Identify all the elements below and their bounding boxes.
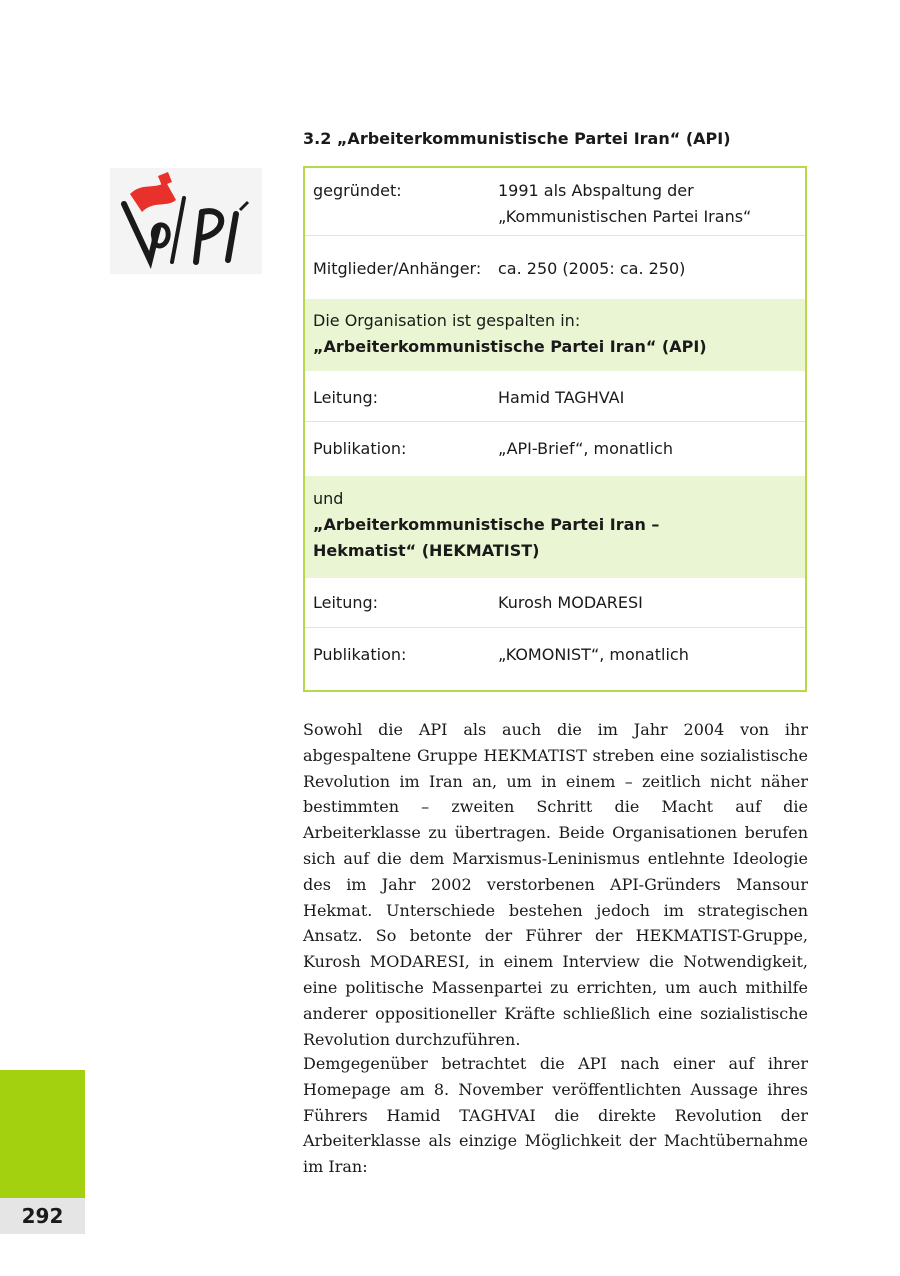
split-intro-row	[305, 299, 805, 371]
founded-value-line1: 1991 als Abspaltung der	[498, 181, 694, 200]
fact-box	[303, 166, 807, 692]
founded-label: gegründet:	[313, 181, 402, 200]
org1-pub-row	[305, 421, 805, 476]
founded-value	[498, 178, 798, 230]
page-number: 292	[0, 1198, 85, 1234]
org2-pub-row	[305, 627, 805, 689]
split-intro: Die Organisation ist gespalten in:	[313, 311, 581, 330]
org1-pub-value: „API-Brief“, monatlich	[498, 439, 673, 458]
split-org2-line2: Hekmatist“ (HEKMATIST)	[313, 541, 540, 560]
split-org2-row	[305, 476, 805, 578]
api-logo	[110, 168, 262, 274]
org1-lead-label: Leitung:	[313, 388, 379, 407]
org2-lead-label: Leitung:	[313, 593, 379, 612]
chapter-tab	[0, 1070, 85, 1198]
split-org1-name: „Arbeiterkommunistische Partei Iran“ (API)	[313, 337, 707, 356]
members-label: Mitglieder/Anhänger:	[313, 259, 482, 278]
paragraph-1: Sowohl die API als auch die im Jahr 2004 von ihr abgespaltene Gruppe HEKMATIST streben eine sozialistische Revolution im Iran an, um in einem – zeitlich nicht näher bestimmten – zweiten Schritt die Macht auf die Arbeiterklasse zu übertragen. Beide Organisationen berufen sich auf die dem Marxismus-Leninismus entlehnte Ideologie des im Jahr 2002 verstorbenen API-Gründers Mansour Hekmat. Unterschiede bestehen jedoch im strategischen Ansatz. So betonte der Führer der HEKMATIST-Gruppe, Kurosh MODARESI, in einem Interview die Notwendigkeit, eine politische Massenpartei zu errichten, um auch mithilfe anderer oppositioneller Kräfte schließlich eine sozialistische Revolution durchzuführen.	[303, 720, 808, 1049]
org2-lead-row	[305, 578, 805, 626]
org2-pub-value: „KOMONIST“, monatlich	[498, 645, 689, 664]
members-row	[305, 235, 805, 299]
org1-lead-row	[305, 371, 805, 421]
and-label: und	[313, 489, 344, 508]
section-heading: 3.2 „Arbeiterkommunistische Partei Iran“ (API)	[303, 129, 731, 148]
paragraph-2: Demgegenüber betrachtet die API nach einer auf ihrer Homepage am 8. November veröffentlichten Aussage ihres Führers Hamid TAGHVAI die direkte Revolution der Arbeiterklasse als einzige Möglichkeit der Machtübernahme im Iran:	[303, 1054, 808, 1177]
split-org2-line1: „Arbeiterkommunistische Partei Iran –	[313, 515, 660, 534]
founded-row	[305, 178, 805, 236]
api-logo-image	[110, 168, 262, 274]
org1-pub-label: Publikation:	[313, 439, 407, 458]
org1-lead-value: Hamid TAGHVAI	[498, 388, 625, 407]
members-value: ca. 250 (2005: ca. 250)	[498, 259, 686, 278]
org2-lead-value: Kurosh MODARESI	[498, 593, 643, 612]
founded-value-line2: „Kommunistischen Partei Irans“	[498, 207, 752, 226]
org2-pub-label: Publikation:	[313, 645, 407, 664]
